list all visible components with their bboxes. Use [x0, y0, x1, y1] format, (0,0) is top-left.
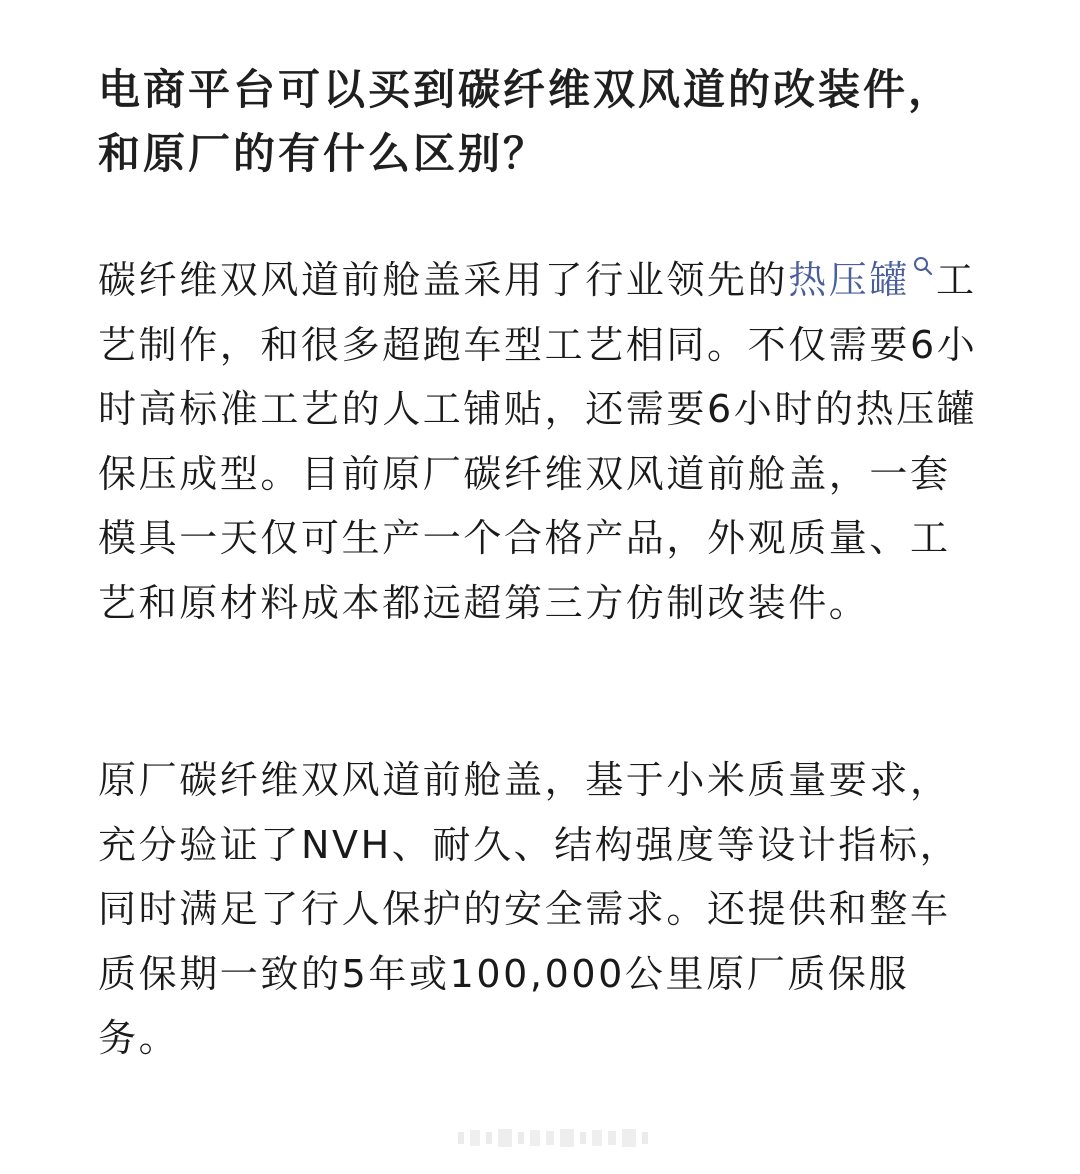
question-title: 电商平台可以买到碳纤维双风道的改装件，和原厂的有什么区别？ — [98, 65, 954, 178]
answer-paragraph-2: 原厂碳纤维双风道前舱盖，基于小米质量要求，充分验证了NVH、耐久、结构强度等设计指标，同时满足了行人保护的安全需求。还提供和整车质保期一致的5年或100,000公里原厂质保服务。 — [98, 758, 961, 1060]
paragraph-text: 碳纤维双风道前舱盖采用了行业领先的 — [98, 258, 789, 302]
keyword-link-text: 热压罐 — [788, 258, 911, 302]
paragraph-text: 工艺制作，和很多超跑车型工艺相同。不仅需要6小时高标准工艺的人工铺贴，还需要6小时的热压罐保压成型。目前原厂碳纤维双风道前舱盖，一套模具一天仅可生产一个合格产品，外观质量、工艺和原材料成本都远超第三方仿制改装件。 — [98, 258, 978, 625]
watermark-graphic — [458, 1128, 658, 1148]
answer-paragraph-1 — [98, 248, 988, 635]
search-icon — [912, 255, 934, 277]
keyword-search-link[interactable] — [788, 258, 936, 302]
